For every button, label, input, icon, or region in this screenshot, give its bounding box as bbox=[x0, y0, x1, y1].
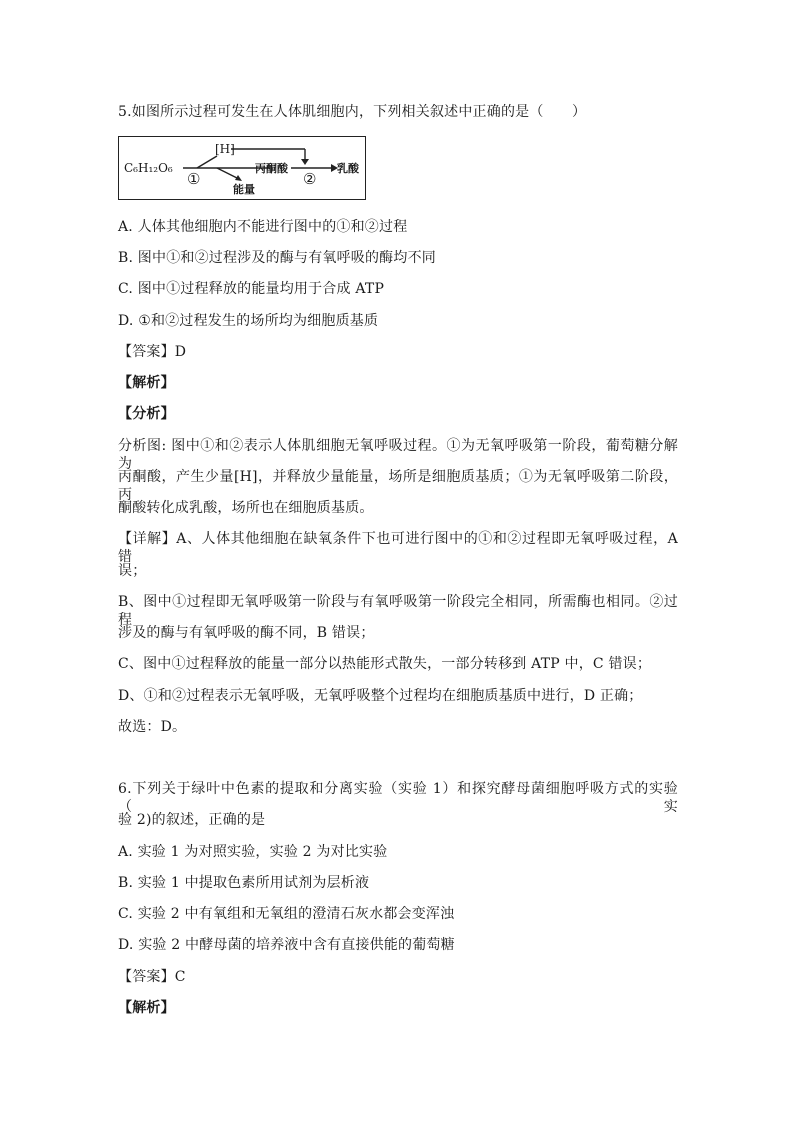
q5-detail-line: 误； bbox=[118, 563, 147, 579]
q6-option-c: C. 实验 2 中有氧组和无氧组的澄清石灰水都会变浑浊 bbox=[118, 906, 455, 922]
q6-analysis-heading: 【解析】 bbox=[118, 1000, 175, 1016]
q5-stem: 5.如图所示过程可发生在人体肌细胞内，下列相关叙述中正确的是（ ） bbox=[118, 104, 587, 120]
q5-fenxi-line: 酮酸转化成乳酸，场所也在细胞质基质。 bbox=[118, 500, 374, 516]
q5-fenxi-heading: 【分析】 bbox=[118, 406, 175, 422]
q5-answer: 【答案】D bbox=[118, 344, 187, 360]
q6-answer: 【答案】C bbox=[118, 969, 186, 985]
q6-stem-line: 验 2)的叙述，正确的是 bbox=[118, 812, 266, 828]
reactant-label: C₆H₁₂O₆ bbox=[124, 161, 173, 175]
q5-detail-line: 故选：D。 bbox=[118, 719, 187, 735]
q6-option-b: B. 实验 1 中提取色素所用试剂为层析液 bbox=[118, 875, 370, 891]
q5-detail-line: 涉及的酶与有氧呼吸的酶不同，B 错误； bbox=[118, 625, 375, 641]
step2-label: ② bbox=[303, 170, 317, 188]
respiration-diagram bbox=[118, 136, 366, 200]
q5-fenxi-line: 分析图: 图中①和②表示人体肌细胞无氧呼吸过程。①为无氧呼吸第一阶段，葡萄糖分解为 bbox=[118, 438, 678, 472]
pyruvate-label: 丙酮酸 bbox=[255, 162, 288, 175]
q5-detail-line: 【详解】A、人体其他细胞在缺氧条件下也可进行图中的①和②过程即无氧呼吸过程，A 错 bbox=[118, 531, 678, 565]
h-transfer-arrowhead bbox=[301, 159, 309, 165]
q5-fenxi-line: 丙酮酸，产生少量[H]，并释放少量能量，场所是细胞质基质；①为无氧呼吸第二阶段，丙 bbox=[118, 469, 678, 503]
hydrogen-label: [H] bbox=[215, 142, 235, 156]
q5-detail-line: D、①和②过程表示无氧呼吸，无氧呼吸整个过程均在细胞质基质中进行，D 正确； bbox=[118, 688, 643, 704]
h-branch-line bbox=[197, 156, 217, 168]
q5-detail-line: B、图中①过程即无氧呼吸第一阶段与有氧呼吸第一阶段完全相同，所需酶也相同。②过程 bbox=[118, 594, 678, 628]
q5-analysis-heading: 【解析】 bbox=[118, 375, 175, 391]
q5-detail-line: C、图中①过程释放的能量一部分以热能形式散失，一部分转移到 ATP 中，C 错误； bbox=[118, 656, 652, 672]
q6-stem-line: 6.下列关于绿叶中色素的提取和分离实验（实验 1）和探究酵母菌细胞呼吸方式的实验（实 bbox=[118, 781, 678, 815]
step1-label: ① bbox=[187, 170, 201, 188]
q6-option-d: D. 实验 2 中酵母菌的培养液中含有直接供能的葡萄糖 bbox=[118, 937, 455, 953]
q6-option-a: A. 实验 1 为对照实验，实验 2 为对比实验 bbox=[118, 844, 388, 860]
lactate-label: 乳酸 bbox=[337, 162, 359, 175]
q5-option-a: A. 人体其他细胞内不能进行图中的①和②过程 bbox=[118, 219, 408, 235]
q5-option-d: D. ①和②过程发生的场所均为细胞质基质 bbox=[118, 313, 379, 329]
q5-option-c: C. 图中①过程释放的能量均用于合成 ATP bbox=[118, 281, 385, 297]
q5-option-b: B. 图中①和②过程涉及的酶与有氧呼吸的酶均不同 bbox=[118, 250, 436, 266]
energy-label: 能量 bbox=[233, 183, 255, 196]
energy-branch-line bbox=[217, 168, 239, 179]
